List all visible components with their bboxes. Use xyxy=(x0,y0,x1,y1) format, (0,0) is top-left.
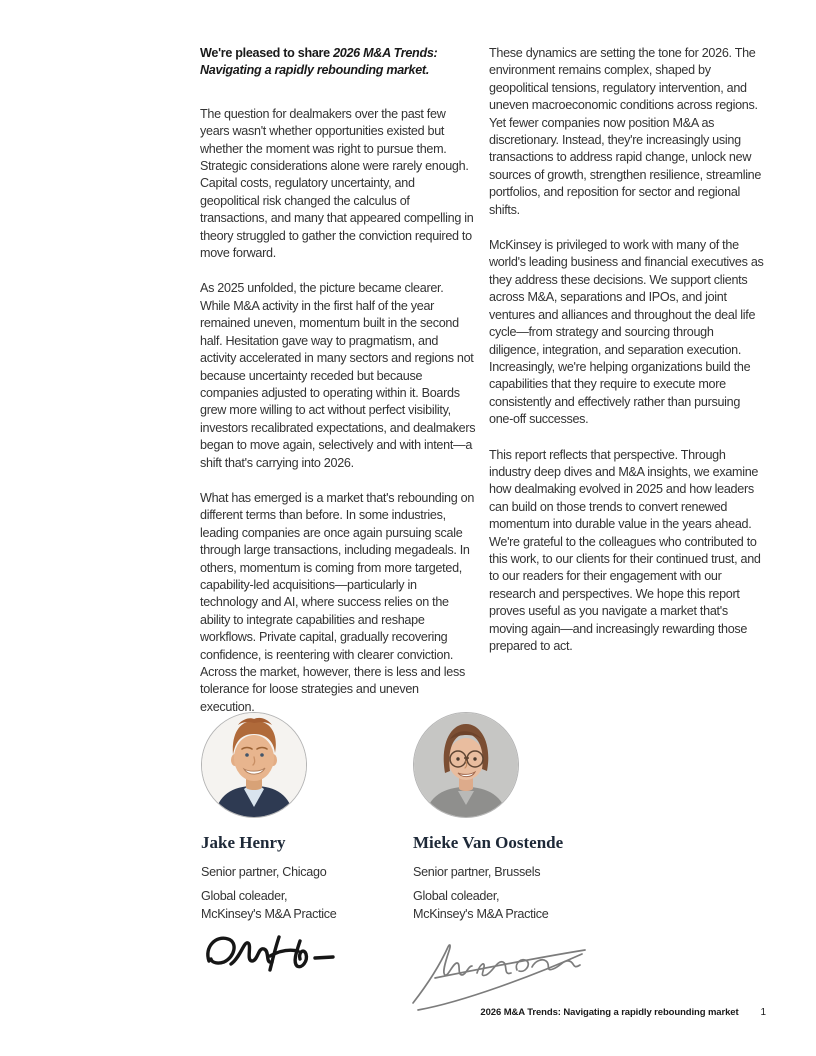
signature-jake-henry-strokes xyxy=(201,931,351,985)
author-role xyxy=(201,888,416,923)
author-role-line1: Global coleader, xyxy=(201,889,288,903)
author-title: Senior partner, Chicago xyxy=(201,865,327,879)
portrait-mieke-van-oostende-photo xyxy=(413,712,519,818)
paragraph-right-2: McKinsey is privileged to work with many of the world's leading business and financial executives as they address these decisions. We support clients across M&A, separations and IPOs, and joint ventures and alliances and throughout the deal life cycle—from strategy and sourcing through diligence, integration, and separation execution. Increasingly, we're helping organizations build the capabilities that they require to execute more consistently and effectively rather than pursuing one-off successes. xyxy=(489,238,764,427)
author-name: Jake Henry xyxy=(201,833,286,852)
author-role-line2: McKinsey's M&A Practice xyxy=(201,906,337,921)
right-text-column xyxy=(489,45,765,673)
paragraph-left-1: The question for dealmakers over the past few years wasn't whether opportunities existed but whether the moment was right to pursue them. Strategic considerations alone were rarely enough. Capital costs, regulatory uncertainty, and geopolitical risk changed the calculus of transactions, and many that appeared compelling in theory struggled to gather the conviction required to move forward. xyxy=(200,106,474,261)
author-block-jake-henry xyxy=(201,712,416,985)
paragraph-right-1: These dynamics are setting the tone for 2026. The environment remains complex, shaped by geopolitical tensions, regulatory intervention, and uneven macroeconomic conditions across regions. Yet fewer companies now position M&A as discretionary. Instead, they're increasingly using transactions to address rapid change, unlock new sources of growth, strengthen resilience, streamline portfolios, and reposition for sector and regional shifts. xyxy=(489,46,762,217)
portrait-jake-henry-photo xyxy=(201,712,307,818)
signature-jake-henry xyxy=(201,931,416,985)
paragraph-right-3: This report reflects that perspective. Through industry deep dives and M&A insights, we examine how dealmaking evolved in 2025 and how leaders can build on those trends to convert renewed momentum into durable value in the years ahead. We're grateful to the colleagues who contributed to this work, to our clients for their continued trust, and to our readers for their engagement with our research and perspectives. We hope this report proves useful as you navigate a market that's moving again—and increasingly rewarding those prepared to act. xyxy=(489,447,761,653)
signature-mieke-van-oostende-strokes xyxy=(405,925,595,1011)
author-title: Senior partner, Brussels xyxy=(413,865,541,879)
footer-report-title: 2026 M&A Trends: Navigating a rapidly rebounding market xyxy=(480,1007,739,1018)
author-role-line1: Global coleader, xyxy=(413,889,500,903)
author-block-mieke-van-oostende xyxy=(413,712,628,1011)
author-role-line2: McKinsey's M&A Practice xyxy=(413,906,549,921)
signature-mieke-van-oostende xyxy=(405,925,628,1011)
portrait-jake-henry-illustration xyxy=(202,713,306,817)
portrait-mieke-van-oostende-illustration xyxy=(414,713,518,817)
author-name: Mieke Van Oostende xyxy=(413,833,564,852)
page-footer xyxy=(480,1007,766,1018)
intro-lead-text: We're pleased to share xyxy=(200,46,334,60)
paragraph-left-2: As 2025 unfolded, the picture became clearer. While M&A activity in the first half of the year remained uneven, momentum built in the second half. Hesitation gave way to pragmatism, and activity accelerated in many sectors and regions not because uncertainty receded but because companies adjusted to operating within it. Boards grew more willing to act without perfect visibility, investors recalibrated expectations, and dealmakers began to move again, selectively and with intent—a shift that's carrying into 2026. xyxy=(200,281,476,470)
report-title-italic: 2026 M&A Trends: Navigating a rapidly rebounding market. xyxy=(200,46,438,78)
intro-heading xyxy=(200,45,476,80)
paragraph-left-3: What has emerged is a market that's rebounding on different terms than before. In some industries, leading companies are once again pursuing scale through large transactions, including megadeals. In others, momentum is coming from more targeted, capability-led acquisitions—particularly in technology and AI, where success relies on the ability to integrate capabilities and reshape workflows. Private capital, gradually recovering confidence, is reentering with clearer conviction. Across the market, however, there is less and less tolerance for loose strategies and uneven execution. xyxy=(200,490,475,714)
author-role xyxy=(413,888,628,923)
left-text-column xyxy=(200,45,476,734)
footer-page-number: 1 xyxy=(760,1007,766,1018)
